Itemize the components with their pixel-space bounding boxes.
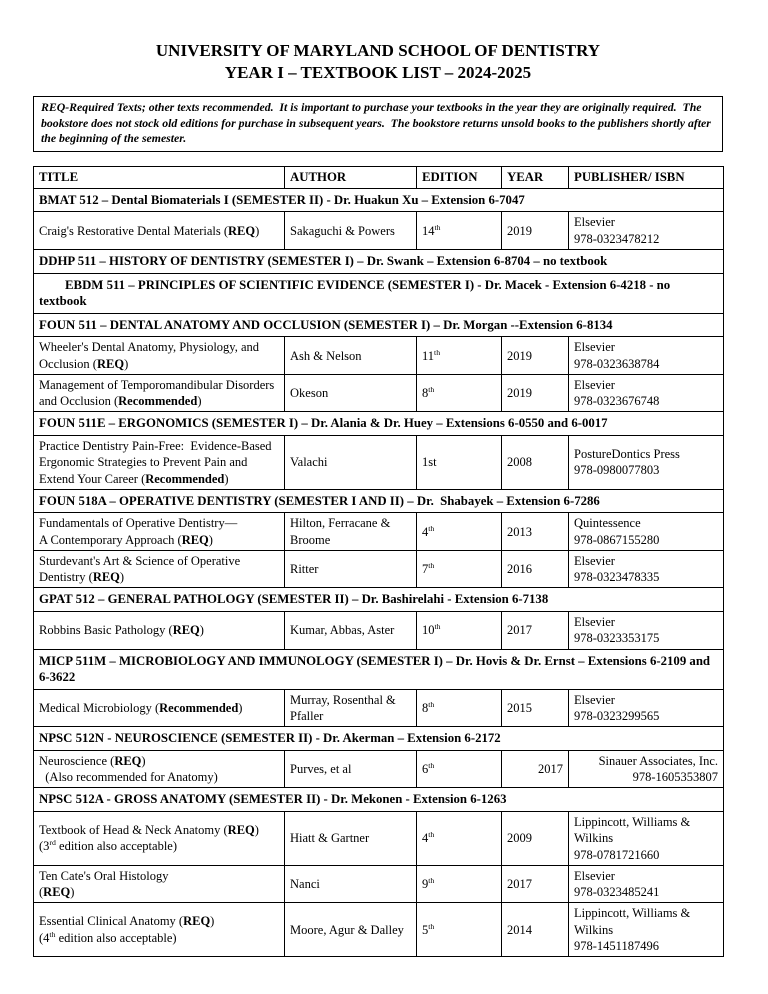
book-title-cell [34,812,285,866]
book-edition-cell: 9th [417,865,502,903]
col-header-publisher: PUBLISHER/ ISBN [569,167,724,189]
book-title-cell [34,337,285,375]
book-title-line: (REQ) [39,885,75,900]
col-header-year: YEAR [502,167,569,189]
book-edition-cell: 6th [417,750,502,788]
course-section-row [34,412,724,436]
book-title-line: Wheeler's Dental Anatomy, Physiology, and Occlusion (REQ) [39,340,263,371]
book-year-cell: 2017 [502,612,569,650]
course-section-title: MICP 511M – MICROBIOLOGY AND IMMUNOLOGY (SEMESTER I) – Dr. Hovis & Dr. Ernst – Extensions 6-2109 and 6-3622 [34,649,724,689]
col-header-author: AUTHOR [285,167,417,189]
course-section-title: NPSC 512N - NEUROSCIENCE (SEMESTER II) - Dr. Akerman – Extension 6-2172 [34,727,724,751]
publisher-isbn: 978-0867155280 [574,532,660,547]
publisher-name: Elsevier [574,868,615,883]
document-title [33,40,723,84]
book-author-cell: Hiatt & Gartner [285,812,417,866]
book-title-line: (3rd edition also acceptable) [39,838,178,854]
book-row [34,513,724,551]
book-edition-cell: 8th [417,374,502,412]
book-title-cell [34,550,285,588]
book-year-cell: 2016 [502,550,569,588]
book-year-cell: 2009 [502,812,569,866]
book-title-line: Fundamentals of Operative Dentistry— [39,516,238,531]
book-row [34,436,724,490]
book-publisher-cell [569,374,724,412]
document-title-line2: YEAR I – TEXTBOOK LIST – 2024-2025 [224,63,532,83]
book-year-cell: 2013 [502,513,569,551]
book-year-cell: 2019 [502,212,569,250]
book-edition-cell: 5th [417,903,502,957]
book-edition-cell: 4th [417,513,502,551]
book-edition-cell: 1st [417,436,502,490]
book-title-line: (4th edition also acceptable) [39,929,177,945]
course-section-title: FOUN 518A – OPERATIVE DENTISTRY (SEMESTER I AND II) – Dr. Shabayek – Extension 6-7286 [34,489,724,513]
book-title-cell [34,436,285,490]
publisher-isbn: 978-1451187496 [574,938,659,953]
book-title-line: Robbins Basic Pathology (REQ) [39,623,204,638]
book-publisher-cell [569,812,724,866]
course-section-row [34,313,724,337]
book-publisher-cell [569,436,724,490]
book-publisher-cell [569,612,724,650]
textbook-table-body [34,188,724,956]
book-title-cell [34,513,285,551]
course-section-title: NPSC 512A - GROSS ANATOMY (SEMESTER II) - Dr. Mekonen - Extension 6-1263 [34,788,724,812]
publisher-isbn: 978-0323353175 [574,631,660,646]
publisher-isbn: 978-0323638784 [574,356,660,371]
book-row [34,374,724,412]
book-author-cell: Ritter [285,550,417,588]
book-year-cell: 2008 [502,436,569,490]
book-author-cell: Kumar, Abbas, Aster [285,612,417,650]
publisher-name: Lippincott, Williams & Wilkins [574,906,691,937]
book-row [34,550,724,588]
book-publisher-cell [569,212,724,250]
notice-box: REQ-Required Texts; other texts recommended. It is important to purchase your textbooks in the year they are originally required. The bookstore does not stock old editions for purchase in subsequent years. The bookstore returns unsold books to the publishers shortly after the beginning of the semester. [33,96,723,152]
publisher-name: Lippincott, Williams & Wilkins [574,815,691,846]
course-section-row [34,249,724,273]
course-section-row [34,489,724,513]
book-author-cell: Ash & Nelson [285,337,417,375]
book-author-cell: Murray, Rosenthal & Pfaller [285,689,417,727]
book-publisher-cell [569,865,724,903]
book-edition-cell: 11th [417,337,502,375]
book-author-cell: Purves, et al [285,750,417,788]
course-section-row [34,588,724,612]
publisher-name: Sinauer Associates, Inc. [598,753,718,768]
document-title-line1: UNIVERSITY OF MARYLAND SCHOOL OF DENTISTRY [155,41,601,60]
book-title-cell [34,212,285,250]
book-title-cell [34,903,285,957]
course-section-row [34,649,724,689]
book-title-line: Management of Temporomandibular Disorders and Occlusion (Recommended) [39,377,278,409]
book-year-cell: 2019 [502,337,569,375]
book-row [34,337,724,375]
book-publisher-cell [569,513,724,551]
book-edition-cell: 10th [417,612,502,650]
course-section-title: EBDM 511 – PRINCIPLES OF SCIENTIFIC EVIDENCE (SEMESTER I) - Dr. Macek - Extension 6-4218 - no textbook [34,273,724,313]
publisher-isbn: 978-0323478335 [574,570,660,585]
book-year-cell: 2017 [502,865,569,903]
publisher-isbn: 978-0323299565 [574,709,660,724]
book-author-cell: Valachi [285,436,417,490]
book-year-cell: 2017 [502,750,569,788]
publisher-name: Elsevier [574,215,615,230]
publisher-name: Elsevier [574,615,615,630]
book-title-line: Essential Clinical Anatomy (REQ) [39,914,215,929]
book-edition-cell: 4th [417,812,502,866]
book-title-line: Neuroscience (REQ) [39,753,146,768]
course-section-title: FOUN 511E – ERGONOMICS (SEMESTER I) – Dr. Alania & Dr. Huey – Extensions 6-0550 and 6-0017 [34,412,724,436]
col-header-title: TITLE [34,167,285,189]
book-row [34,812,724,866]
book-year-cell: 2014 [502,903,569,957]
book-title-cell [34,374,285,412]
publisher-name: Quintessence [574,516,641,531]
publisher-isbn: 978-0323485241 [574,885,660,900]
book-year-cell: 2015 [502,689,569,727]
course-section-row [34,273,724,313]
course-section-row [34,727,724,751]
book-edition-cell: 7th [417,550,502,588]
book-publisher-cell [569,689,724,727]
course-section-title: DDHP 511 – HISTORY OF DENTISTRY (SEMESTER I) – Dr. Swank – Extension 6-8704 – no textbook [34,249,724,273]
book-publisher-cell [569,750,724,788]
textbook-table [33,166,724,957]
book-title-line: (Also recommended for Anatomy) [39,770,218,785]
book-title-line: Practice Dentistry Pain-Free: Evidence-Based Ergonomic Strategies to Prevent Pain and Extend Your Career (Recommended) [39,439,275,486]
book-publisher-cell [569,550,724,588]
book-title-cell [34,612,285,650]
publisher-isbn: 978-0781721660 [574,847,660,862]
publisher-name: Elsevier [574,692,615,707]
course-section-title: GPAT 512 – GENERAL PATHOLOGY (SEMESTER II) – Dr. Bashirelahi - Extension 6-7138 [34,588,724,612]
book-publisher-cell [569,337,724,375]
publisher-isbn: 978-0980077803 [574,463,660,478]
book-title-line: Sturdevant's Art & Science of Operative Dentistry (REQ) [39,553,244,585]
book-title-cell [34,750,285,788]
book-title-line: Textbook of Head & Neck Anatomy (REQ) [39,823,259,838]
book-row [34,212,724,250]
book-title-line: Medical Microbiology (Recommended) [39,700,243,715]
book-row [34,903,724,957]
book-author-cell: Hilton, Ferracane & Broome [285,513,417,551]
publisher-isbn: 978-1605353807 [632,770,718,785]
book-publisher-cell [569,903,724,957]
book-author-cell: Okeson [285,374,417,412]
publisher-name: PostureDontics Press [574,447,680,462]
book-title-line: Ten Cate's Oral Histology [39,868,169,883]
book-row [34,750,724,788]
book-edition-cell: 14th [417,212,502,250]
book-author-cell: Nanci [285,865,417,903]
book-author-cell: Sakaguchi & Powers [285,212,417,250]
table-header-row [34,167,724,189]
course-section-row [34,188,724,212]
course-section-title: FOUN 511 – DENTAL ANATOMY AND OCCLUSION (SEMESTER I) – Dr. Morgan --Extension 6-8134 [34,313,724,337]
col-header-edition: EDITION [417,167,502,189]
course-section-row [34,788,724,812]
book-title-line: A Contemporary Approach (REQ) [39,532,213,547]
book-author-cell: Moore, Agur & Dalley [285,903,417,957]
book-edition-cell: 8th [417,689,502,727]
book-title-cell [34,689,285,727]
publisher-isbn: 978-0323676748 [574,394,660,409]
publisher-name: Elsevier [574,553,615,568]
book-row [34,612,724,650]
publisher-isbn: 978-0323478212 [574,231,660,246]
book-title-line: Craig's Restorative Dental Materials (REQ) [39,223,260,238]
book-row [34,689,724,727]
publisher-name: Elsevier [574,340,615,355]
course-section-title: BMAT 512 – Dental Biomaterials I (SEMESTER II) - Dr. Huakun Xu – Extension 6-7047 [34,188,724,212]
book-row [34,865,724,903]
book-title-cell [34,865,285,903]
publisher-name: Elsevier [574,377,615,392]
book-year-cell: 2019 [502,374,569,412]
